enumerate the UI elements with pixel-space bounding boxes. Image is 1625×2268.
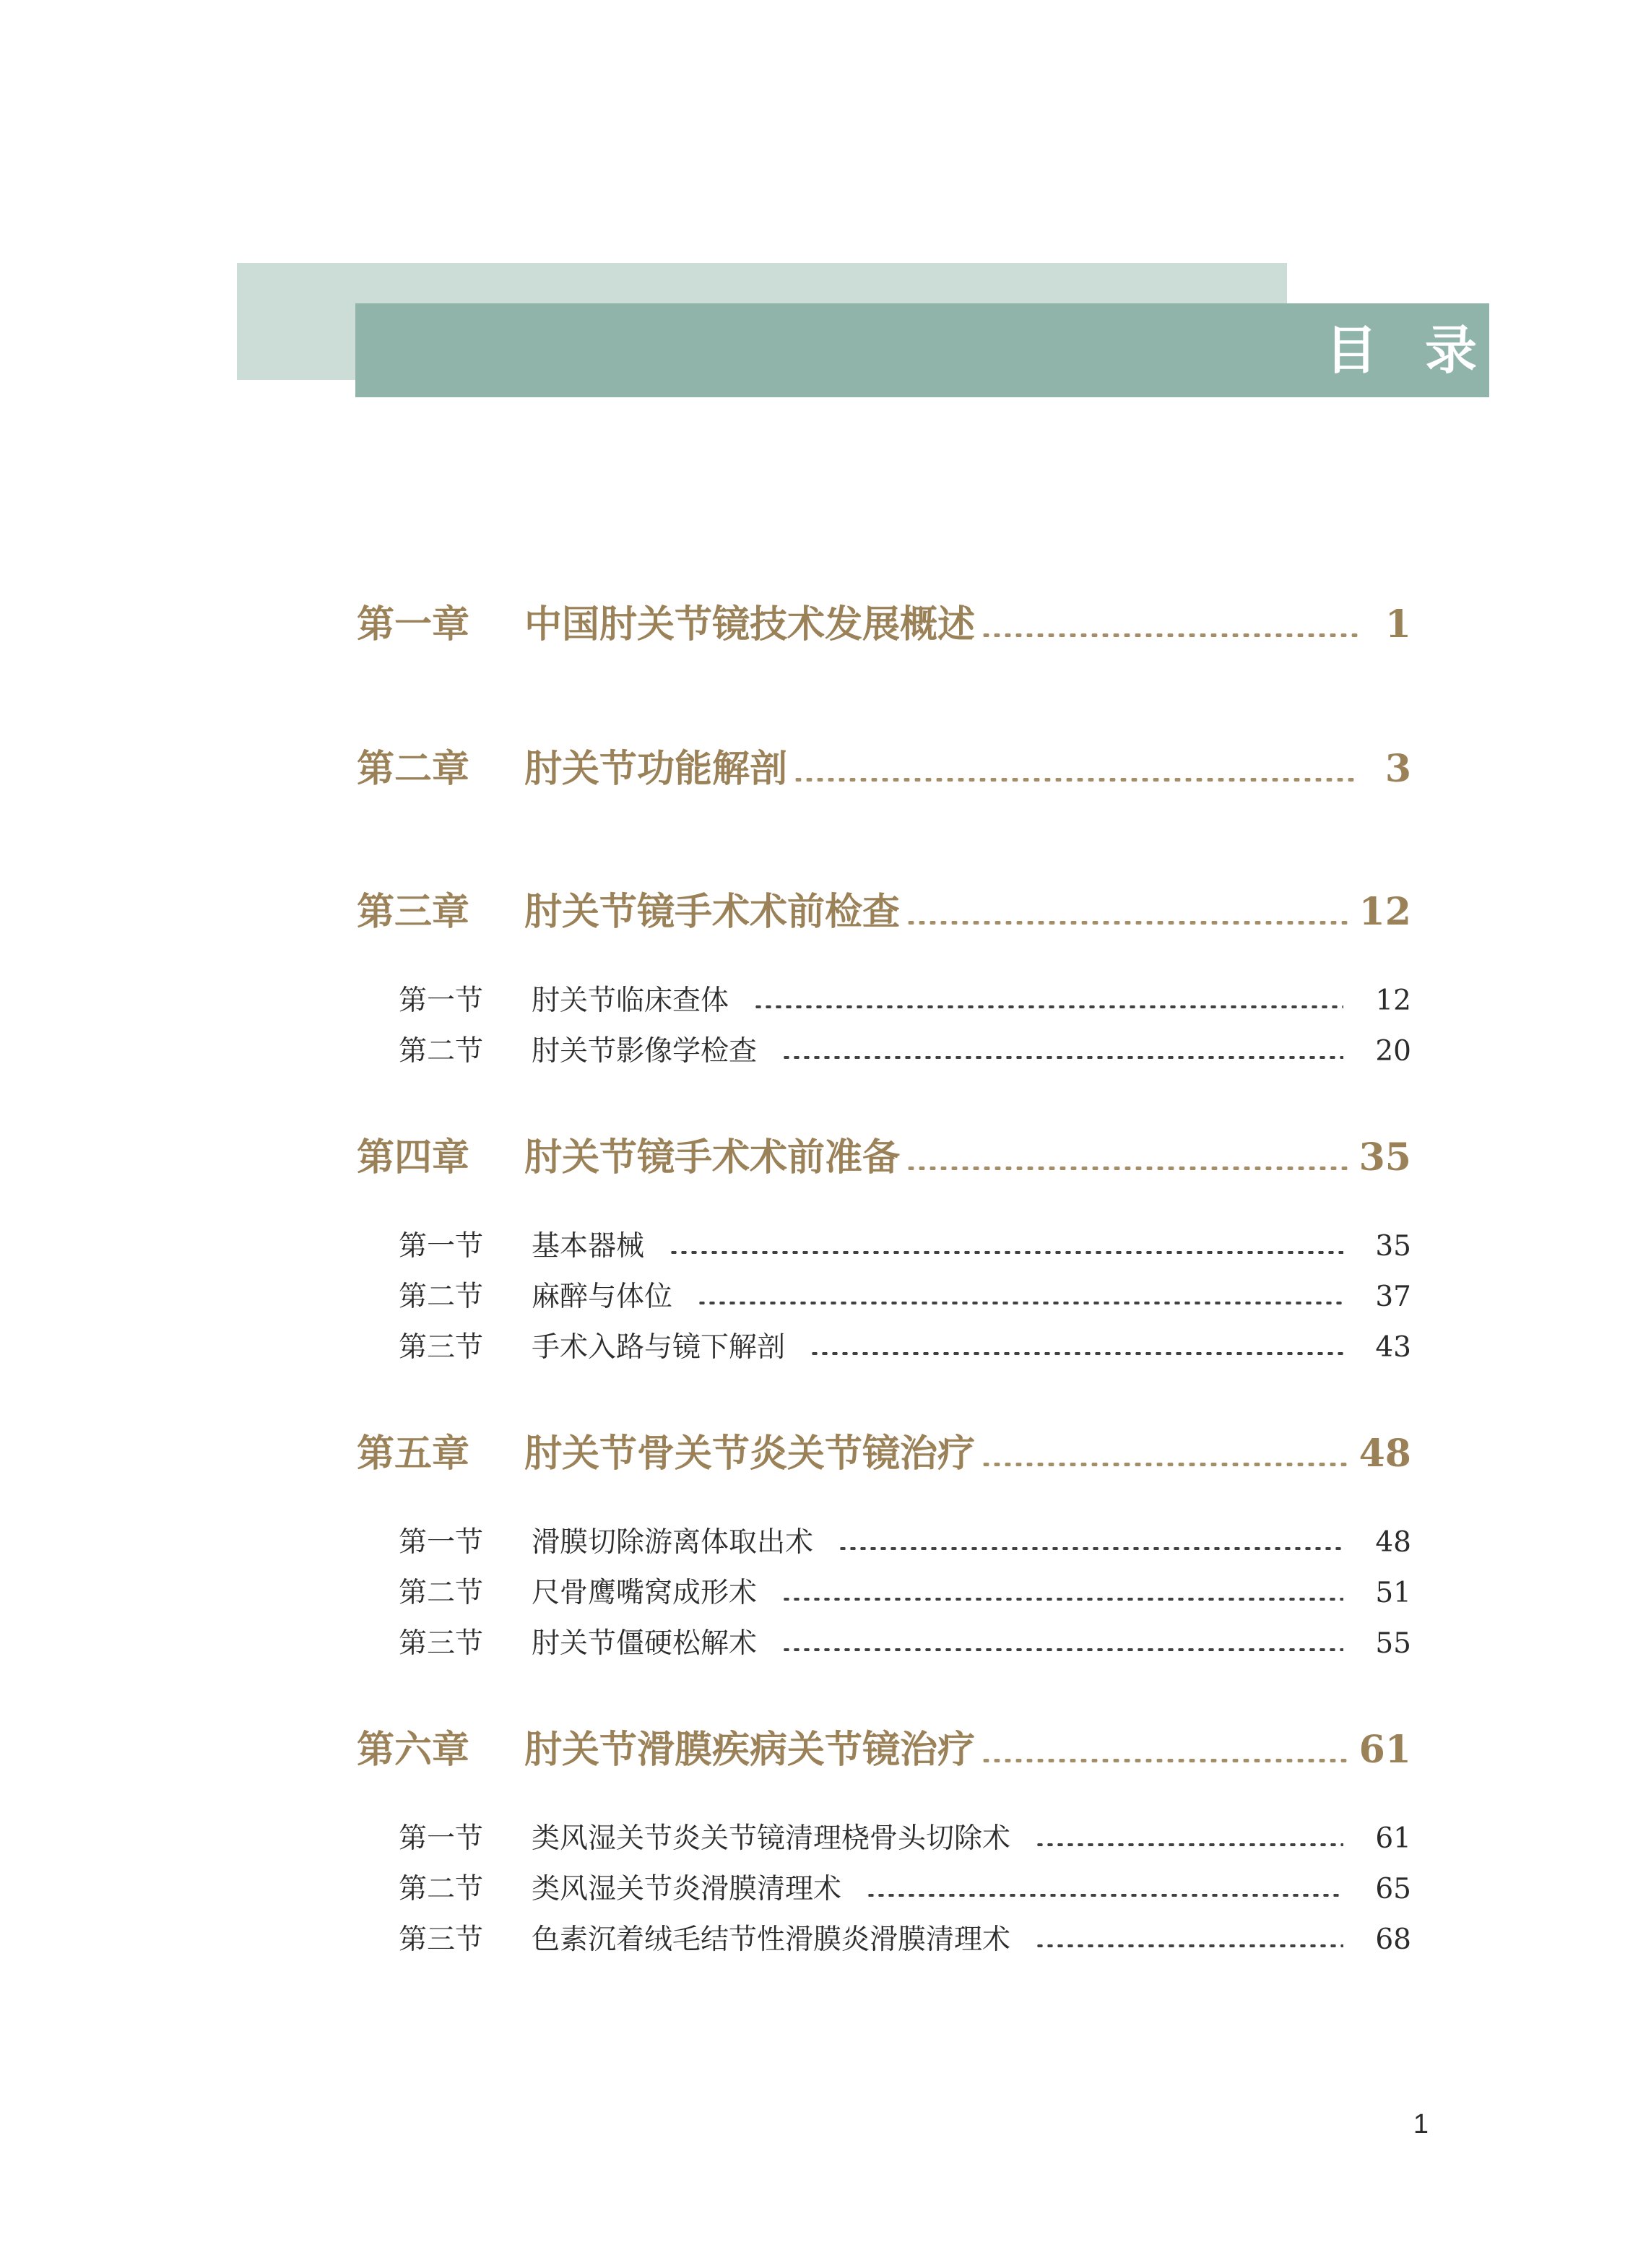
toc-section[interactable] [399, 982, 1411, 1020]
section-page: 55 [1375, 1627, 1411, 1660]
dot-leader [669, 1228, 1343, 1265]
page-title: 目录 [1325, 319, 1525, 381]
toc-chapter-2[interactable] [357, 744, 1411, 795]
chapter-number: 第三章 [357, 890, 470, 934]
chapter-title: 肘关节镜手术术前检查 [524, 890, 901, 934]
toc-section[interactable] [399, 1033, 1411, 1070]
dot-leader [866, 1871, 1343, 1908]
chapter-title: 肘关节骨关节炎关节镜治疗 [524, 1432, 976, 1476]
chapter-page: 61 [1358, 1728, 1411, 1772]
header-band-front [355, 303, 1489, 397]
section-page: 35 [1375, 1230, 1411, 1263]
section-page: 20 [1375, 1035, 1411, 1068]
section-number: 第三节 [399, 1331, 484, 1364]
dot-leader [697, 1278, 1343, 1316]
section-number: 第一节 [399, 1526, 484, 1559]
chapter-number: 第五章 [357, 1432, 470, 1476]
dot-leader [838, 1524, 1343, 1562]
section-page: 43 [1375, 1331, 1411, 1364]
section-title: 肘关节僵硬松解术 [532, 1627, 758, 1660]
dot-leader [981, 1429, 1349, 1479]
chapter-title: 肘关节滑膜疾病关节镜治疗 [524, 1728, 976, 1772]
dot-leader [981, 600, 1358, 650]
dot-leader [1035, 1820, 1343, 1858]
chapter-page: 3 [1384, 747, 1411, 791]
section-title: 尺骨鹰嘴窝成形术 [532, 1577, 758, 1609]
page-number: 1 [1413, 2109, 1429, 2139]
toc-chapter-6[interactable] [357, 1725, 1411, 1775]
toc-section[interactable] [399, 1625, 1411, 1663]
section-title: 色素沉着绒毛结节性滑膜炎滑膜清理术 [532, 1923, 1011, 1956]
dot-leader [781, 1575, 1343, 1612]
chapter-number: 第四章 [357, 1135, 470, 1180]
chapter-page: 35 [1358, 1135, 1411, 1180]
toc-section[interactable] [399, 1329, 1411, 1367]
dot-leader [753, 982, 1343, 1020]
dot-leader [1035, 1921, 1343, 1959]
section-title: 滑膜切除游离体取出术 [532, 1526, 814, 1559]
section-number: 第一节 [399, 984, 484, 1017]
section-page: 12 [1375, 984, 1411, 1017]
section-page: 51 [1375, 1577, 1411, 1609]
section-page: 37 [1375, 1281, 1411, 1313]
section-title: 类风湿关节炎关节镜清理桡骨头切除术 [532, 1822, 1011, 1855]
section-page: 68 [1375, 1923, 1411, 1956]
section-title: 肘关节临床查体 [532, 984, 729, 1017]
section-title: 麻醉与体位 [532, 1281, 673, 1313]
dot-leader [793, 744, 1358, 795]
section-page: 48 [1375, 1526, 1411, 1559]
chapter-page: 1 [1384, 602, 1411, 646]
section-number: 第二节 [399, 1873, 484, 1905]
toc-section[interactable] [399, 1278, 1411, 1316]
chapter-title: 中国肘关节镜技术发展概述 [524, 602, 976, 646]
chapter-number: 第一章 [357, 602, 470, 646]
toc-section[interactable] [399, 1921, 1411, 1959]
toc-chapter-3[interactable] [357, 887, 1411, 938]
dot-leader [981, 1725, 1349, 1775]
toc-section[interactable] [399, 1524, 1411, 1562]
section-number: 第二节 [399, 1577, 484, 1609]
toc-section[interactable] [399, 1575, 1411, 1612]
chapter-number: 第二章 [357, 747, 470, 791]
dot-leader [906, 1133, 1349, 1183]
dot-leader [810, 1329, 1343, 1367]
section-number: 第二节 [399, 1035, 484, 1068]
section-number: 第一节 [399, 1822, 484, 1855]
chapter-title: 肘关节功能解剖 [524, 747, 788, 791]
toc-chapter-5[interactable] [357, 1429, 1411, 1479]
chapter-page: 48 [1358, 1432, 1411, 1476]
dot-leader [906, 887, 1349, 938]
section-page: 61 [1375, 1822, 1411, 1855]
toc-section[interactable] [399, 1871, 1411, 1908]
section-number: 第三节 [399, 1627, 484, 1660]
section-number: 第二节 [399, 1281, 484, 1313]
section-number: 第三节 [399, 1923, 484, 1956]
section-title: 手术入路与镜下解剖 [532, 1331, 786, 1364]
section-number: 第一节 [399, 1230, 484, 1263]
chapter-number: 第六章 [357, 1728, 470, 1772]
chapter-page: 12 [1358, 890, 1411, 934]
toc-section[interactable] [399, 1228, 1411, 1265]
toc-section[interactable] [399, 1820, 1411, 1858]
dot-leader [781, 1033, 1343, 1070]
section-page: 65 [1375, 1873, 1411, 1905]
section-title: 类风湿关节炎滑膜清理术 [532, 1873, 842, 1905]
dot-leader [781, 1625, 1343, 1663]
section-title: 基本器械 [532, 1230, 645, 1263]
chapter-title: 肘关节镜手术术前准备 [524, 1135, 901, 1180]
toc-chapter-1[interactable] [357, 600, 1411, 650]
toc-chapter-4[interactable] [357, 1133, 1411, 1183]
section-title: 肘关节影像学检查 [532, 1035, 758, 1068]
